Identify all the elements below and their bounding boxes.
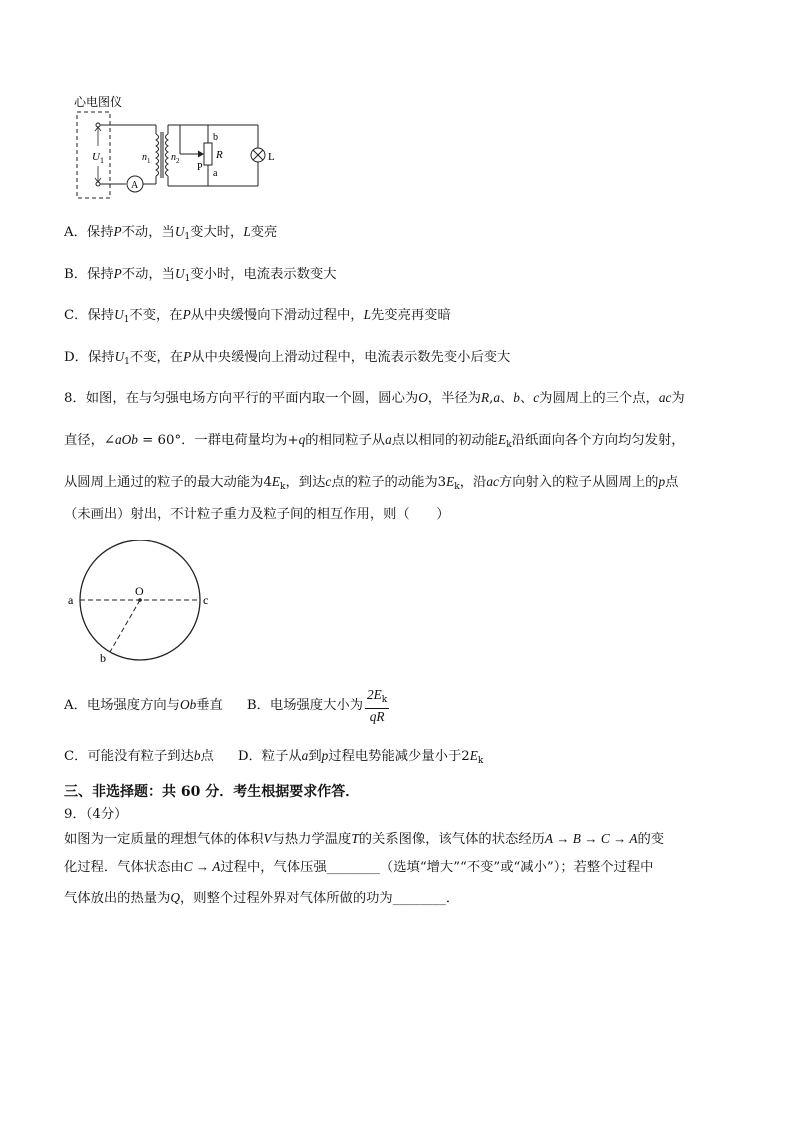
var: R — [480, 390, 490, 405]
rheostat-r — [204, 143, 212, 165]
text: ，则整个过程外界对气体所做的功为________． — [179, 891, 460, 906]
center-o-label: O — [135, 584, 144, 598]
text: 过程电势能减少量小于2 — [328, 749, 470, 764]
subscript: 1 — [184, 232, 191, 242]
option-label: A． — [64, 225, 87, 240]
text: 直径， — [64, 433, 104, 448]
text: 方向射入的粒子从圆周上的 — [498, 475, 659, 490]
option-label: D． — [64, 350, 88, 365]
option-label: C． — [64, 308, 88, 323]
q9-line-3 — [64, 888, 459, 909]
subscript: 1 — [124, 357, 130, 367]
slider-p-label: P — [197, 162, 203, 173]
var: P — [182, 307, 191, 322]
option-label: D． — [237, 749, 262, 764]
point-b-label: b — [100, 651, 106, 665]
text: 变大时， — [190, 225, 244, 240]
var: U — [114, 307, 124, 322]
point-c-label: c — [203, 593, 209, 607]
radius-ob — [110, 600, 140, 652]
text: 粒子从 — [261, 749, 302, 764]
var: U — [114, 349, 125, 364]
text: 气体放出的热量为 — [64, 891, 171, 906]
var: a — [385, 432, 392, 447]
text: 点以相同的初动能 — [391, 433, 499, 448]
q8-options-ab — [64, 686, 389, 725]
subscript: k — [381, 694, 388, 705]
text: 过程中，气体压强________（选填“增大”“不变”或“减小”）；若整个过程中 — [220, 860, 654, 875]
var: T — [351, 831, 359, 846]
circuit-diagram — [60, 94, 290, 204]
text: , — [489, 391, 494, 406]
q8-line-1 — [64, 388, 685, 409]
var: E — [469, 748, 478, 763]
q7-option-c — [64, 305, 451, 330]
subscript: k — [477, 756, 484, 766]
subscript: k — [280, 482, 286, 492]
text: 不动，当 — [121, 225, 175, 240]
text: 电场强度方向与 — [86, 698, 180, 713]
q8-line-4 — [64, 505, 450, 525]
var: c — [533, 390, 540, 405]
text: ，沿 — [459, 475, 487, 490]
var: q — [298, 432, 306, 447]
rheostat-b-label: b — [213, 132, 218, 143]
option-label: B． — [246, 698, 270, 713]
section-3-title: 三、非选择题：共 60 分．考生根据要求作答． — [64, 784, 360, 800]
lamp-label: L — [268, 151, 275, 163]
option-label: C． — [64, 749, 88, 764]
text: 点 — [200, 749, 214, 764]
text: 变小时，电流表示数变大 — [190, 267, 337, 282]
option-label: B． — [64, 267, 88, 282]
var: ac — [486, 474, 499, 489]
subscript: k — [454, 482, 460, 492]
var: E — [446, 474, 455, 489]
text: 为 — [671, 391, 685, 406]
n1-label: $n_1$ — [142, 152, 151, 165]
text: 不变，在 — [129, 308, 183, 323]
text: ，到达 — [285, 475, 326, 490]
text: 为圆周上的三个点， — [539, 391, 659, 406]
var: A → B → C → A — [544, 831, 638, 846]
text: = 60° — [137, 433, 182, 448]
var: L — [363, 307, 371, 322]
q7-option-d — [64, 347, 510, 372]
var: p — [321, 748, 329, 763]
point-a-label: a — [68, 593, 74, 607]
var: c — [325, 474, 332, 489]
text: 与热力学温度 — [271, 832, 352, 847]
var: C → A — [183, 859, 221, 874]
q7-option-b — [64, 264, 337, 289]
var: a — [301, 748, 309, 763]
var: V — [263, 831, 272, 846]
var: b — [513, 390, 520, 405]
var: Ob — [179, 697, 197, 712]
text: 点 — [665, 475, 679, 490]
text: 如图为一定质量的理想气体的体积 — [64, 832, 264, 847]
text: 化过程．气体状态由 — [64, 860, 184, 875]
var: L — [243, 224, 251, 239]
secondary-coil — [166, 134, 169, 176]
text: 、 — [519, 391, 534, 406]
primary-coil — [156, 134, 159, 176]
text: 、 — [500, 391, 514, 406]
text: 沿纸面向各个方向均匀发射， — [511, 433, 685, 448]
text: 8．如图，在与匀强电场方向平行的平面内取一个圆，圆心为 — [64, 391, 419, 406]
rheostat-a-label: a — [213, 168, 218, 179]
text: 点的粒子的动能为3 — [331, 475, 447, 490]
q7-option-a — [64, 222, 277, 247]
text: ，半径为 — [427, 391, 481, 406]
q9-line-2 — [64, 857, 653, 878]
var: P — [113, 266, 122, 281]
q9-header: 9．（4分） — [64, 807, 128, 822]
subscript: 1 — [123, 315, 130, 325]
var: ac — [658, 390, 672, 405]
text: 从中央缓慢向上滑动过程中，电流表示数先变小后变大 — [191, 350, 511, 365]
option-label: A． — [64, 698, 87, 713]
var: U — [174, 224, 185, 239]
q9-line-1 — [64, 829, 664, 850]
text: 变亮 — [250, 225, 278, 240]
var: O — [418, 390, 428, 405]
q8-options-cd — [64, 746, 483, 771]
var: ∠aOb — [103, 432, 138, 447]
text: 到 — [308, 749, 322, 764]
text: 从圆周上通过的粒子的最大动能为4 — [64, 475, 272, 490]
text: 保持 — [87, 350, 115, 365]
circle-diagram — [64, 540, 224, 665]
var: E — [271, 474, 281, 489]
r-label: R — [216, 149, 223, 161]
u1-label: $U_1$ — [92, 151, 104, 165]
var: a — [493, 390, 500, 405]
text: 的相同粒子从 — [305, 433, 386, 448]
denominator: qR — [369, 708, 385, 724]
subscript: k — [506, 440, 512, 450]
n2-label: $n_2$ — [171, 152, 180, 165]
var: P — [183, 349, 192, 364]
var: Q — [170, 890, 180, 905]
field-magnitude-fraction — [365, 687, 389, 725]
text: 保持 — [86, 225, 114, 240]
ecg-device-label: 心电图仪 — [74, 95, 123, 109]
text: 先变亮再变暗 — [371, 308, 451, 323]
text: 保持 — [87, 308, 115, 323]
var: P — [113, 224, 122, 239]
text: ．一群电荷量均为+ — [181, 433, 299, 448]
text: 不动，当 — [121, 267, 175, 282]
var: p — [658, 474, 666, 489]
text: 从中央缓慢向下滑动过程中， — [190, 308, 364, 323]
text: 垂直 — [196, 698, 223, 713]
var: E — [498, 432, 507, 447]
text: （未画出）射出，不计粒子重力及粒子间的相互作用，则（ ） — [64, 507, 450, 522]
q8-line-3 — [64, 472, 678, 497]
text: 的变 — [637, 832, 665, 847]
text: 电场强度大小为 — [269, 698, 363, 713]
subscript: 1 — [184, 274, 191, 284]
var: b — [193, 748, 201, 763]
text: 保持 — [87, 267, 114, 282]
text: 的关系图像，该气体的状态经历 — [358, 832, 545, 847]
q8-line-2 — [64, 430, 685, 455]
numerator: 2E — [367, 686, 382, 702]
text: 不变，在 — [129, 350, 184, 365]
text: 可能没有粒子到达 — [87, 749, 194, 764]
var: U — [174, 266, 185, 281]
ammeter-label: A — [131, 180, 139, 191]
